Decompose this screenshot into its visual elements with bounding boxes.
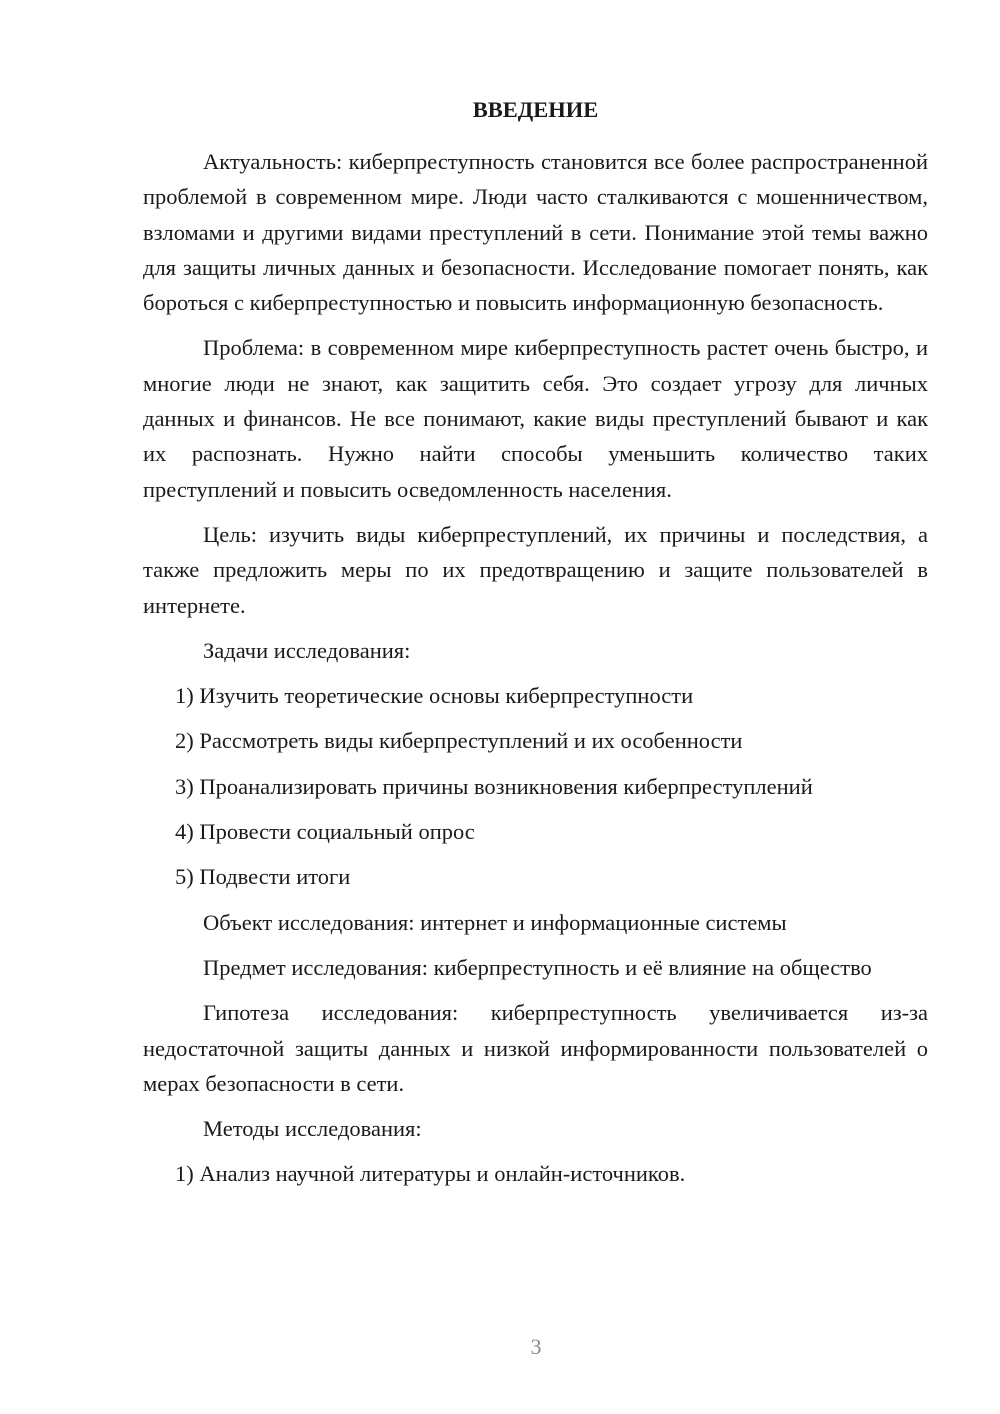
list-item: 5) Подвести итоги [175, 864, 351, 890]
methods-list [143, 1156, 928, 1191]
tasks-heading: Задачи исследования: [203, 637, 411, 663]
object-paragraph: Объект исследования: интернет и информационные системы [203, 909, 787, 935]
goal-paragraph: Цель: изучить виды киберпреступлений, их причины и последствия, а также предложить меры по их предотвращению и защите пользователей в интернете. [143, 521, 928, 618]
section-title: ВВЕДЕНИЕ [472, 97, 599, 122]
list-item: 1) Изучить теоретические основы киберпреступности [175, 683, 694, 709]
subject-paragraph: Предмет исследования: киберпреступность и её влияние на общество [203, 954, 872, 980]
list-item: 2) Рассмотреть виды киберпреступлений и их особенности [175, 728, 743, 754]
list-item: 3) Проанализировать причины возникновения киберпреступлений [175, 773, 813, 799]
hypothesis-paragraph: Гипотеза исследования: киберпреступность увеличивается из-за недостаточной защиты данных и низкой информированности пользователей о мерах безопасности в сети. [143, 1000, 928, 1096]
tasks-list [143, 678, 928, 894]
problem-paragraph: Проблема: в современном мире киберпреступность растет очень быстро, и многие люди не знают, как защитить себя. Это создает угрозу для личных данных и финансов. Не все понимают, какие виды преступлений бывают и как их распознать. Нужно найти способы уменьшить количество таких преступлений и повысить осведомленность населения. [143, 335, 928, 502]
relevance-paragraph: Актуальность: киберпреступность становится все более распространенной проблемой в современном мире. Люди часто сталкиваются с мошенничеством, взломами и другими видами преступлений в сети. Понимание этой темы важно для защиты личных данных и безопасности. Исследование помогает понять, как бороться с киберпреступностью и повысить информационную безопасность. [143, 149, 928, 316]
methods-heading: Методы исследования: [203, 1116, 422, 1142]
page-number: 3 [530, 1334, 542, 1359]
list-item: 1) Анализ научной литературы и онлайн-источников. [175, 1161, 686, 1187]
list-item: 4) Провести социальный опрос [175, 819, 475, 845]
document-page [143, 92, 928, 1202]
